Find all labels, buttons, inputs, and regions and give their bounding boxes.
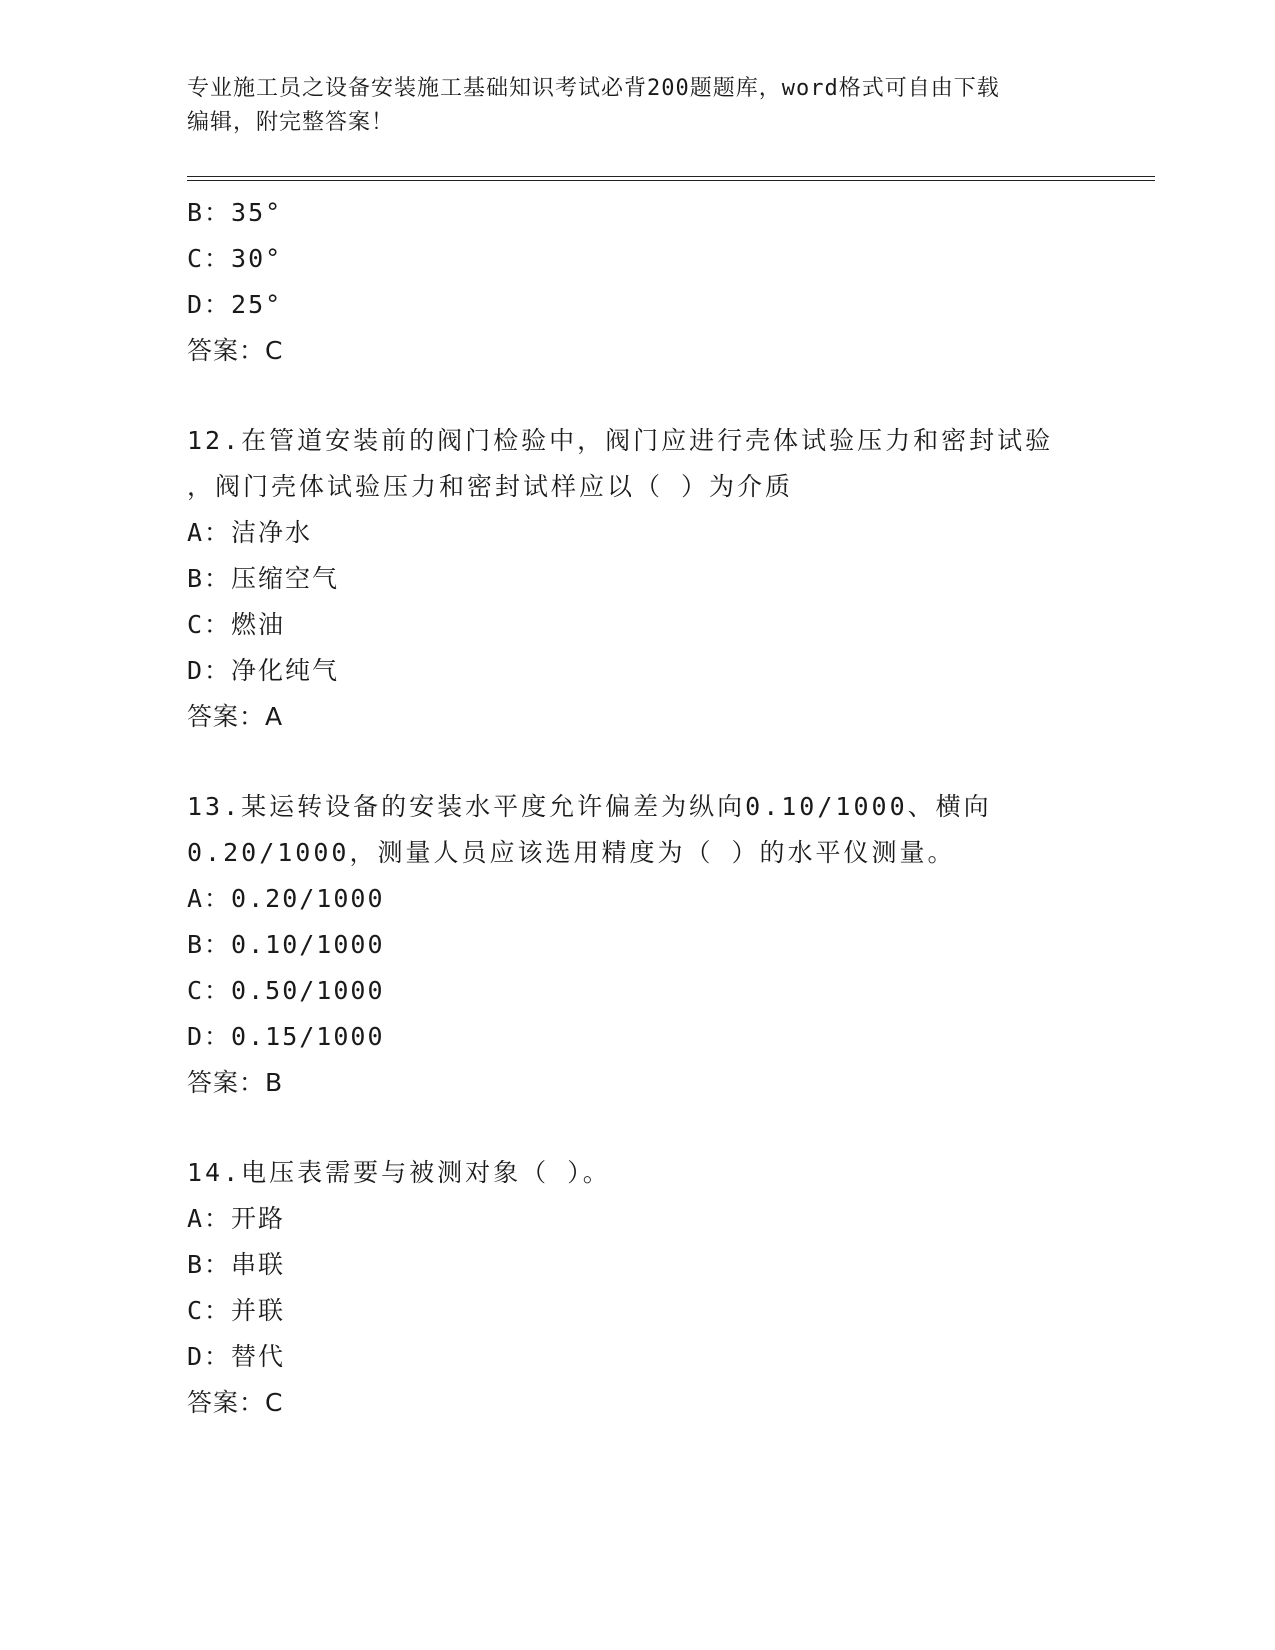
- spacer: [187, 374, 1087, 418]
- spacer: [187, 1106, 1087, 1150]
- question-list: [187, 190, 1087, 1426]
- question-13: [187, 784, 1087, 1106]
- header-divider: [187, 176, 1155, 181]
- option-c: C：并联: [187, 1296, 286, 1325]
- answer-line: 答案：B: [187, 1068, 284, 1097]
- option-d: D：净化纯气: [187, 656, 340, 685]
- document-header: [187, 72, 1087, 140]
- answer-line: 答案：A: [187, 702, 284, 731]
- question-stem-line-1: 12.在管道安装前的阀门检验中，阀门应进行壳体试验压力和密封试验: [187, 426, 1054, 455]
- option-b: B：35°: [187, 198, 283, 227]
- answer-line: 答案：C: [187, 336, 284, 365]
- option-d: D：0.15/1000: [187, 1022, 385, 1051]
- option-b: B：串联: [187, 1250, 286, 1279]
- answer-line: 答案：C: [187, 1388, 284, 1417]
- header-title-line-1: 专业施工员之设备安装施工基础知识考试必背200题题库，word格式可自由下载: [187, 76, 1000, 101]
- option-d: D：替代: [187, 1342, 286, 1371]
- option-c: C：30°: [187, 244, 283, 273]
- question-14: [187, 1150, 1087, 1426]
- option-a: A：洁净水: [187, 518, 313, 547]
- option-a: A：0.20/1000: [187, 884, 385, 913]
- question-stem-line-1: 14.电压表需要与被测对象（ ）。: [187, 1158, 611, 1187]
- header-title-line-2: 编辑，附完整答案！: [187, 110, 395, 135]
- option-c: C：燃油: [187, 610, 286, 639]
- question-stem-line-2: ，阀门壳体试验压力和密封试样应以（ ）为介质: [187, 472, 794, 501]
- question-11: [187, 190, 1087, 374]
- option-a: A：开路: [187, 1204, 286, 1233]
- spacer: [187, 740, 1087, 784]
- option-b: B：压缩空气: [187, 564, 340, 593]
- option-d: D：25°: [187, 290, 283, 319]
- option-c: C：0.50/1000: [187, 976, 385, 1005]
- question-stem-line-2: 0.20/1000，测量人员应该选用精度为（ ）的水平仪测量。: [187, 838, 956, 867]
- question-12: [187, 418, 1087, 740]
- option-b: B：0.10/1000: [187, 930, 385, 959]
- question-stem-line-1: 13.某运转设备的安装水平度允许偏差为纵向0.10/1000、横向: [187, 792, 992, 821]
